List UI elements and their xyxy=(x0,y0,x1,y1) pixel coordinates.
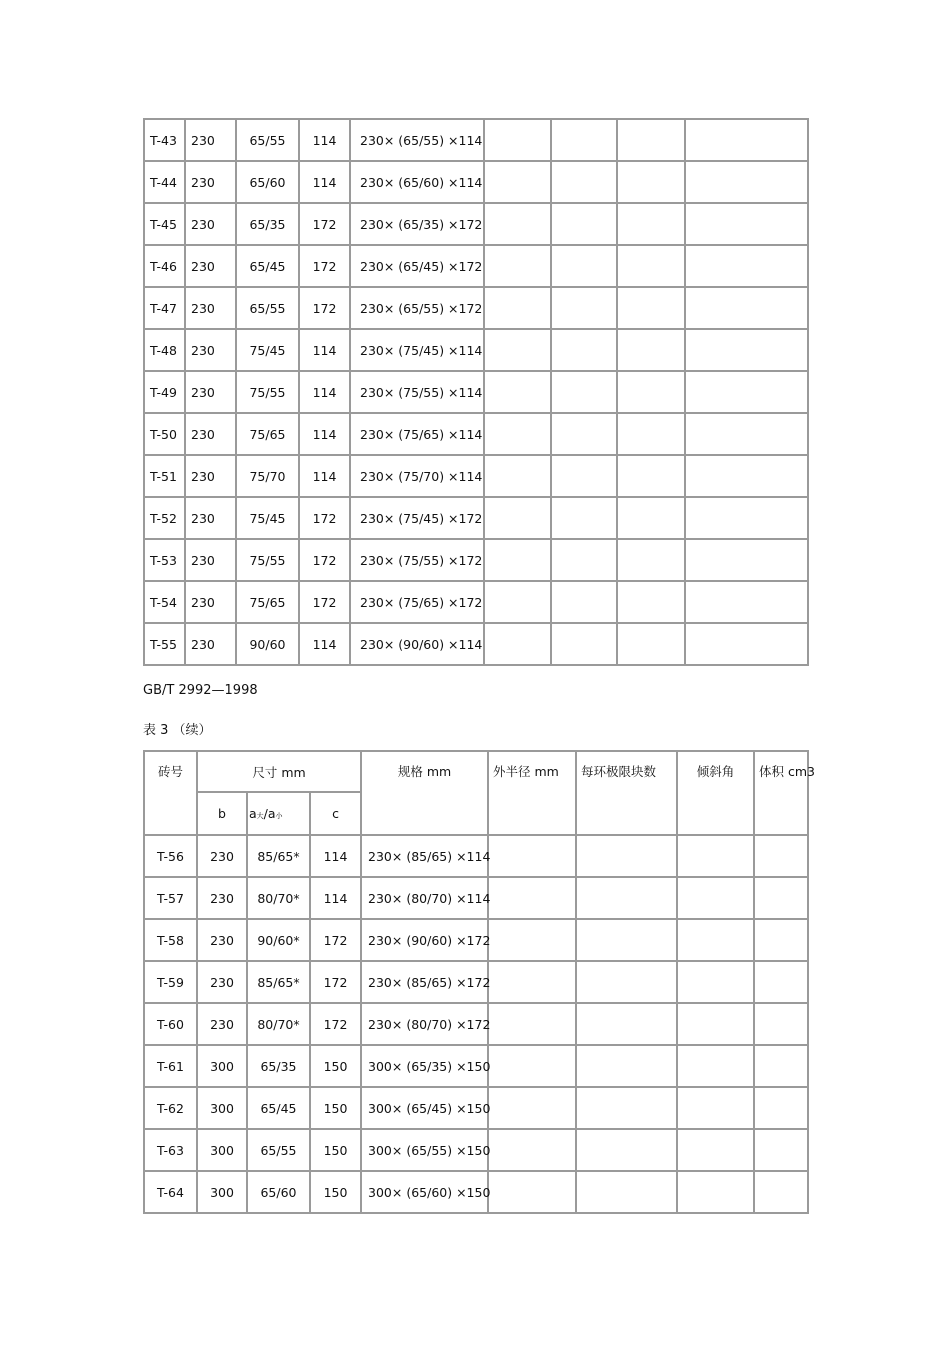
brick-code-cell: T-50 xyxy=(144,413,185,455)
header-a-sub2: 小 xyxy=(275,812,283,820)
table-row xyxy=(144,497,808,539)
outer-radius-cell xyxy=(484,581,551,623)
dim-a-cell: 75/65 xyxy=(236,413,299,455)
table-row xyxy=(144,119,808,161)
table-row xyxy=(144,413,808,455)
outer-radius-cell xyxy=(484,497,551,539)
dim-b-cell: 230 xyxy=(185,161,236,203)
brick-code-cell: T-61 xyxy=(144,1045,197,1087)
tilt-angle-cell xyxy=(677,1171,754,1213)
dim-c-cell: 114 xyxy=(299,161,350,203)
dim-c-cell: 150 xyxy=(310,1045,361,1087)
dim-a-cell: 65/55 xyxy=(247,1129,310,1171)
dim-a-cell: 65/45 xyxy=(236,245,299,287)
blocks-per-ring-cell xyxy=(576,919,677,961)
outer-radius-cell xyxy=(484,455,551,497)
brick-code-cell: T-45 xyxy=(144,203,185,245)
spec-cell: 230× (85/65) ×172 xyxy=(361,961,488,1003)
spec-cell: 230× (80/70) ×172 xyxy=(361,1003,488,1045)
tilt-angle-cell xyxy=(677,1003,754,1045)
dim-b-cell: 230 xyxy=(185,413,236,455)
volume-cell xyxy=(754,1003,808,1045)
volume-cell xyxy=(685,371,808,413)
outer-radius-cell xyxy=(488,1003,576,1045)
tilt-angle-cell xyxy=(617,329,685,371)
dim-c-cell: 114 xyxy=(299,455,350,497)
dim-b-cell: 230 xyxy=(185,329,236,371)
table-row xyxy=(144,835,808,877)
volume-cell xyxy=(685,329,808,371)
dim-a-cell: 75/65 xyxy=(236,581,299,623)
blocks-per-ring-cell xyxy=(551,245,617,287)
blocks-per-ring-cell xyxy=(551,119,617,161)
header-a-main: a xyxy=(249,806,257,821)
dim-c-cell: 114 xyxy=(299,623,350,665)
brick-code-cell: T-49 xyxy=(144,371,185,413)
dim-b-cell: 300 xyxy=(197,1087,247,1129)
blocks-per-ring-cell xyxy=(551,623,617,665)
dim-a-cell: 65/55 xyxy=(236,287,299,329)
brick-code-cell: T-48 xyxy=(144,329,185,371)
outer-radius-cell xyxy=(484,161,551,203)
volume-cell xyxy=(754,1045,808,1087)
dim-a-cell: 75/55 xyxy=(236,371,299,413)
dim-c-cell: 150 xyxy=(310,1087,361,1129)
spec-cell: 230× (65/55) ×172 xyxy=(350,287,484,329)
table-row xyxy=(144,961,808,1003)
spec-cell: 300× (65/60) ×150 xyxy=(361,1171,488,1213)
dim-a-cell: 75/55 xyxy=(236,539,299,581)
header-a-mid: /a xyxy=(263,806,276,821)
outer-radius-cell xyxy=(488,835,576,877)
dim-c-cell: 114 xyxy=(299,413,350,455)
volume-cell xyxy=(685,539,808,581)
dim-c-cell: 172 xyxy=(299,539,350,581)
dim-b-cell: 230 xyxy=(185,371,236,413)
tilt-angle-cell xyxy=(617,287,685,329)
dim-b-cell: 300 xyxy=(197,1171,247,1213)
header-blocks-per-ring: 每环极限块数 xyxy=(576,751,677,835)
volume-cell xyxy=(754,877,808,919)
spec-cell: 230× (75/55) ×172 xyxy=(350,539,484,581)
dim-a-cell: 80/70* xyxy=(247,877,310,919)
blocks-per-ring-cell xyxy=(551,581,617,623)
dim-b-cell: 230 xyxy=(197,961,247,1003)
table-row xyxy=(144,329,808,371)
brick-code-cell: T-46 xyxy=(144,245,185,287)
dim-c-cell: 172 xyxy=(299,245,350,287)
tilt-angle-cell xyxy=(677,1129,754,1171)
dim-c-cell: 114 xyxy=(310,877,361,919)
outer-radius-cell xyxy=(484,203,551,245)
dim-c-cell: 150 xyxy=(310,1171,361,1213)
dim-b-cell: 230 xyxy=(185,287,236,329)
brick-code-cell: T-58 xyxy=(144,919,197,961)
table-row xyxy=(144,1003,808,1045)
dim-c-cell: 114 xyxy=(299,329,350,371)
volume-cell xyxy=(685,581,808,623)
blocks-per-ring-cell xyxy=(576,835,677,877)
brick-table-part2 xyxy=(143,750,815,1214)
volume-cell xyxy=(754,1171,808,1213)
spec-cell: 230× (65/45) ×172 xyxy=(350,245,484,287)
dim-a-cell: 90/60 xyxy=(236,623,299,665)
dim-a-cell: 90/60* xyxy=(247,919,310,961)
dim-b-cell: 230 xyxy=(185,539,236,581)
tilt-angle-cell xyxy=(617,581,685,623)
table-row xyxy=(144,1045,808,1087)
table-row xyxy=(144,287,808,329)
brick-code-cell: T-57 xyxy=(144,877,197,919)
tilt-angle-cell xyxy=(617,203,685,245)
tilt-angle-cell xyxy=(677,835,754,877)
outer-radius-cell xyxy=(484,623,551,665)
dim-b-cell: 230 xyxy=(185,581,236,623)
outer-radius-cell xyxy=(488,919,576,961)
tilt-angle-cell xyxy=(617,413,685,455)
dim-c-cell: 172 xyxy=(299,203,350,245)
spec-cell: 230× (65/35) ×172 xyxy=(350,203,484,245)
dim-c-cell: 172 xyxy=(299,497,350,539)
outer-radius-cell xyxy=(484,413,551,455)
volume-cell xyxy=(685,161,808,203)
spec-cell: 230× (85/65) ×114 xyxy=(361,835,488,877)
dim-b-cell: 230 xyxy=(197,877,247,919)
volume-cell xyxy=(754,919,808,961)
tilt-angle-cell xyxy=(617,455,685,497)
spec-cell: 230× (75/65) ×172 xyxy=(350,581,484,623)
spec-cell: 300× (65/45) ×150 xyxy=(361,1087,488,1129)
header-tilt-angle: 倾斜角 xyxy=(677,751,754,835)
dim-a-cell: 75/45 xyxy=(236,329,299,371)
tilt-angle-cell xyxy=(617,119,685,161)
brick-code-cell: T-53 xyxy=(144,539,185,581)
tilt-angle-cell xyxy=(677,1087,754,1129)
table-row xyxy=(144,581,808,623)
dim-c-cell: 172 xyxy=(310,1003,361,1045)
header-b: b xyxy=(197,792,247,835)
tilt-angle-cell xyxy=(617,623,685,665)
blocks-per-ring-cell xyxy=(576,961,677,1003)
volume-cell xyxy=(685,497,808,539)
table-row xyxy=(144,877,808,919)
blocks-per-ring-cell xyxy=(576,1003,677,1045)
brick-code-cell: T-64 xyxy=(144,1171,197,1213)
dim-c-cell: 172 xyxy=(310,961,361,1003)
outer-radius-cell xyxy=(484,539,551,581)
volume-cell xyxy=(685,413,808,455)
tilt-angle-cell xyxy=(617,161,685,203)
table-row xyxy=(144,203,808,245)
dim-c-cell: 114 xyxy=(310,835,361,877)
table-row xyxy=(144,371,808,413)
blocks-per-ring-cell xyxy=(551,413,617,455)
tilt-angle-cell xyxy=(677,961,754,1003)
dim-b-cell: 230 xyxy=(185,119,236,161)
table-row xyxy=(144,161,808,203)
brick-code-cell: T-44 xyxy=(144,161,185,203)
blocks-per-ring-cell xyxy=(551,455,617,497)
blocks-per-ring-cell xyxy=(551,161,617,203)
spec-cell: 230× (75/45) ×114 xyxy=(350,329,484,371)
spec-cell: 230× (80/70) ×114 xyxy=(361,877,488,919)
table-row xyxy=(144,1087,808,1129)
table-row xyxy=(144,539,808,581)
outer-radius-cell xyxy=(484,329,551,371)
dim-c-cell: 172 xyxy=(299,581,350,623)
dim-b-cell: 230 xyxy=(185,455,236,497)
dim-a-cell: 65/60 xyxy=(236,161,299,203)
dim-a-cell: 80/70* xyxy=(247,1003,310,1045)
brick-code-cell: T-43 xyxy=(144,119,185,161)
blocks-per-ring-cell xyxy=(576,1129,677,1171)
outer-radius-cell xyxy=(484,287,551,329)
brick-table-part1 xyxy=(143,118,809,666)
tilt-angle-cell xyxy=(617,245,685,287)
header-a-sub1: 大 xyxy=(256,812,264,820)
outer-radius-cell xyxy=(484,245,551,287)
dim-a-cell: 65/35 xyxy=(247,1045,310,1087)
blocks-per-ring-cell xyxy=(551,497,617,539)
dim-a-cell: 75/45 xyxy=(236,497,299,539)
outer-radius-cell xyxy=(484,371,551,413)
dim-a-cell: 75/70 xyxy=(236,455,299,497)
dim-b-cell: 230 xyxy=(197,1003,247,1045)
brick-code-cell: T-47 xyxy=(144,287,185,329)
brick-code-cell: T-63 xyxy=(144,1129,197,1171)
dim-c-cell: 172 xyxy=(310,919,361,961)
blocks-per-ring-cell xyxy=(576,877,677,919)
dim-a-cell: 65/60 xyxy=(247,1171,310,1213)
outer-radius-cell xyxy=(488,961,576,1003)
spec-cell: 300× (65/55) ×150 xyxy=(361,1129,488,1171)
tilt-angle-cell xyxy=(617,539,685,581)
table-row xyxy=(144,1129,808,1171)
table-row xyxy=(144,1171,808,1213)
volume-cell xyxy=(685,623,808,665)
blocks-per-ring-cell xyxy=(576,1045,677,1087)
brick-table-part1-body xyxy=(144,119,808,665)
table-row xyxy=(144,455,808,497)
outer-radius-cell xyxy=(488,1087,576,1129)
table-caption: 表 3 （续） xyxy=(143,723,212,738)
table-row xyxy=(144,623,808,665)
table-row xyxy=(144,245,808,287)
dim-a-cell: 65/45 xyxy=(247,1087,310,1129)
outer-radius-cell xyxy=(488,1129,576,1171)
spec-cell: 230× (75/55) ×114 xyxy=(350,371,484,413)
spec-cell: 230× (75/45) ×172 xyxy=(350,497,484,539)
dim-c-cell: 114 xyxy=(299,371,350,413)
volume-cell xyxy=(685,455,808,497)
header-c: c xyxy=(310,792,361,835)
brick-code-cell: T-59 xyxy=(144,961,197,1003)
outer-radius-cell xyxy=(488,877,576,919)
blocks-per-ring-cell xyxy=(551,329,617,371)
dim-a-cell: 65/55 xyxy=(236,119,299,161)
brick-code-cell: T-54 xyxy=(144,581,185,623)
blocks-per-ring-cell xyxy=(551,539,617,581)
spec-cell: 230× (65/55) ×114 xyxy=(350,119,484,161)
table-row xyxy=(144,919,808,961)
dim-a-cell: 85/65* xyxy=(247,835,310,877)
dim-b-cell: 230 xyxy=(197,919,247,961)
dim-b-cell: 230 xyxy=(185,623,236,665)
dim-b-cell: 230 xyxy=(185,497,236,539)
header-code: 砖号 xyxy=(144,751,197,835)
blocks-per-ring-cell xyxy=(576,1087,677,1129)
blocks-per-ring-cell xyxy=(551,371,617,413)
dim-b-cell: 230 xyxy=(197,835,247,877)
header-outer-radius: 外半径 mm xyxy=(488,751,576,835)
blocks-per-ring-cell xyxy=(551,287,617,329)
header-spec: 规格 mm xyxy=(361,751,488,835)
header-size: 尺寸 mm xyxy=(197,751,361,792)
header-volume: 体积 cm3 xyxy=(754,751,808,835)
volume-cell xyxy=(754,961,808,1003)
dim-c-cell: 114 xyxy=(299,119,350,161)
outer-radius-cell xyxy=(488,1171,576,1213)
spec-cell: 230× (90/60) ×114 xyxy=(350,623,484,665)
standard-number: GB/T 2992—1998 xyxy=(143,683,258,698)
dim-a-cell: 65/35 xyxy=(236,203,299,245)
brick-code-cell: T-62 xyxy=(144,1087,197,1129)
outer-radius-cell xyxy=(488,1045,576,1087)
spec-cell: 230× (90/60) ×172 xyxy=(361,919,488,961)
dim-b-cell: 230 xyxy=(185,203,236,245)
blocks-per-ring-cell xyxy=(551,203,617,245)
tilt-angle-cell xyxy=(617,497,685,539)
dim-a-cell: 85/65* xyxy=(247,961,310,1003)
brick-code-cell: T-52 xyxy=(144,497,185,539)
spec-cell: 230× (65/60) ×114 xyxy=(350,161,484,203)
brick-code-cell: T-51 xyxy=(144,455,185,497)
outer-radius-cell xyxy=(484,119,551,161)
dim-b-cell: 300 xyxy=(197,1129,247,1171)
volume-cell xyxy=(754,1129,808,1171)
dim-b-cell: 230 xyxy=(185,245,236,287)
tilt-angle-cell xyxy=(677,919,754,961)
header-a xyxy=(247,792,310,835)
volume-cell xyxy=(754,835,808,877)
brick-code-cell: T-56 xyxy=(144,835,197,877)
header-row-1 xyxy=(144,751,808,792)
volume-cell xyxy=(685,245,808,287)
volume-cell xyxy=(754,1087,808,1129)
tilt-angle-cell xyxy=(617,371,685,413)
spec-cell: 230× (75/70) ×114 xyxy=(350,455,484,497)
volume-cell xyxy=(685,119,808,161)
dim-c-cell: 172 xyxy=(299,287,350,329)
spec-cell: 300× (65/35) ×150 xyxy=(361,1045,488,1087)
brick-code-cell: T-60 xyxy=(144,1003,197,1045)
tilt-angle-cell xyxy=(677,877,754,919)
tilt-angle-cell xyxy=(677,1045,754,1087)
volume-cell xyxy=(685,203,808,245)
volume-cell xyxy=(685,287,808,329)
dim-b-cell: 300 xyxy=(197,1045,247,1087)
spec-cell: 230× (75/65) ×114 xyxy=(350,413,484,455)
brick-table-part2-body xyxy=(144,751,815,1213)
brick-code-cell: T-55 xyxy=(144,623,185,665)
blocks-per-ring-cell xyxy=(576,1171,677,1213)
dim-c-cell: 150 xyxy=(310,1129,361,1171)
